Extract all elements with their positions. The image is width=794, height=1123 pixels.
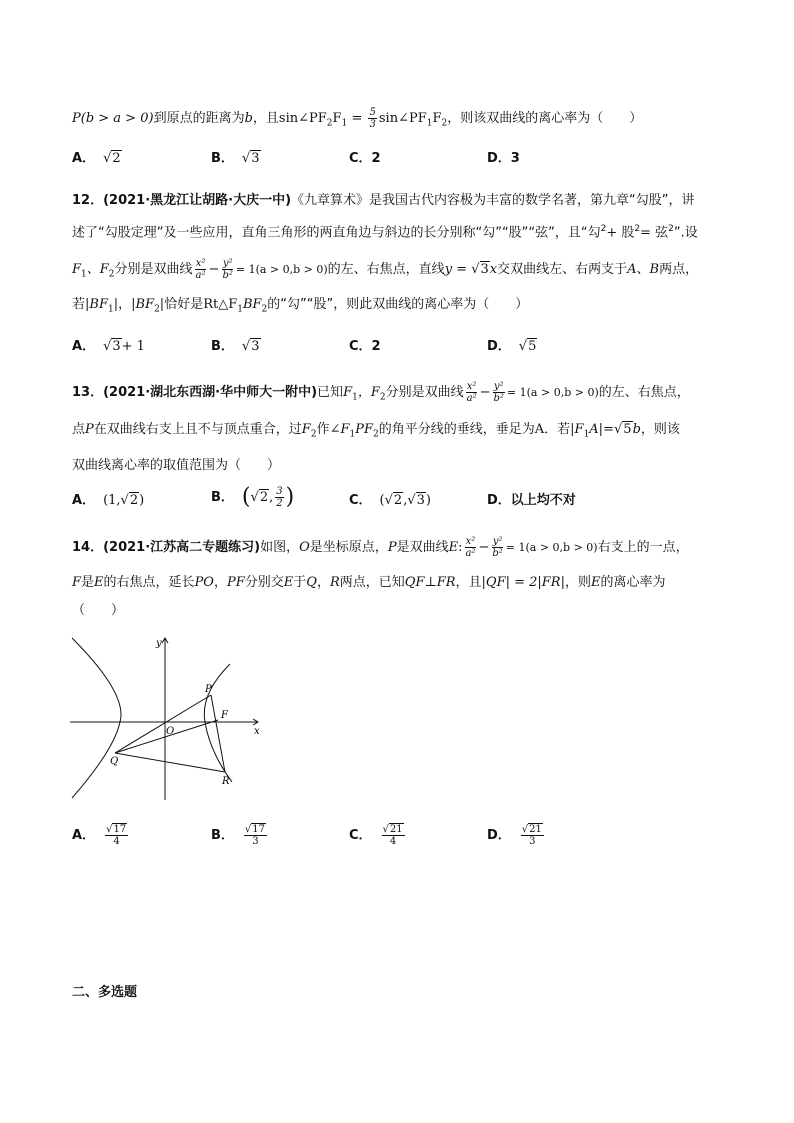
q13-f1a: |F [570, 422, 584, 437]
q14-option-b: B． $\frac{√17}{3}$ [211, 824, 266, 847]
q14-r: R [329, 575, 340, 590]
q12-condition: = 1(a > 0,b > 0) [235, 263, 328, 276]
q13-angle-pf: PF [355, 422, 373, 437]
q14-text-then: ，则 [564, 575, 591, 590]
q14-minus: − [478, 540, 490, 555]
q13-b: b [632, 422, 641, 437]
q14-e: E [448, 540, 459, 555]
q14-text-origin: 是坐标原点， [309, 540, 388, 555]
label-r: R [222, 776, 230, 787]
q11-option-b: B． √3 [211, 151, 260, 166]
q14-text-focus: 的右焦点，延长 [103, 575, 195, 590]
q12-text-2b: + 股 [606, 225, 635, 241]
q12-text-2a: 述了“勾股定理”及一些应用，直角三角形的两直角边与斜边的长分别称“勾”“股”“弦”，且“勾 [72, 225, 601, 241]
q12-frac-y: $\frac{\text{y²}}{\text{b²}}$ [222, 258, 233, 281]
section-heading-multi-choice: 二、多选题 [72, 985, 138, 1000]
q11-ask: ，则该双曲线的离心率为（ ） [447, 111, 643, 126]
q11-point-p: P(b > a > 0) [72, 111, 154, 126]
q12-frac-x: $\frac{\text{x²}}{\text{a²}}$ [195, 258, 206, 281]
q12-bar2: | [159, 297, 165, 312]
q13-frac-y: $\frac{\text{y²}}{\text{b²}}$ [493, 381, 504, 404]
segment-qr [115, 753, 225, 772]
q14-option-d: D． $\frac{√21}{3}$ [487, 824, 542, 847]
q14-line-3: （ ） [72, 603, 125, 618]
q14-pf: PF [226, 575, 245, 590]
q14-line-1 [72, 536, 689, 559]
q11-sin-right-f: F [432, 111, 442, 126]
q11-fraction: $\frac{5}{3}$ [369, 107, 376, 130]
q13-text-point: 点 [72, 422, 86, 437]
q13-text-then: ，则该 [640, 422, 680, 437]
label-q: Q [110, 756, 119, 767]
hyperbola-figure [70, 632, 270, 804]
left-branch [72, 638, 121, 798]
q13-text-right-branch: 在双曲线右支上且不与顶点重合，过 [93, 422, 302, 437]
q13-line-3: 双曲线离心率的取值范围为（ ） [72, 458, 281, 473]
q14-f: F [72, 575, 82, 590]
q11-sin-right: sin∠PF [378, 111, 427, 126]
q14-option-c: C． $\frac{√21}{4}$ [349, 824, 403, 847]
q12-line-4: 若$|BF_1|$，$|BF_2|$恰好是$Rt\triangle F_1BF_2$的“勾”“股”，则此双曲线的离心率为（ ） [72, 297, 529, 315]
label-o: O [166, 726, 175, 737]
q13-condition: = 1(a > 0,b > 0) [506, 386, 599, 399]
q12-minus: − [208, 262, 220, 277]
q11-var-b: b [244, 111, 253, 126]
q12-text-1: 《九章算术》是我国古代内容极为丰富的数学名著，第九章“勾股”，讲 [291, 193, 695, 208]
q11-sin-left: sin∠PF [278, 111, 327, 126]
q14-text-branch: 右支上的一点， [597, 540, 689, 555]
q13-text-bisector: 的角平分线的垂线，垂足为 [378, 422, 535, 437]
q13-point-p: P [85, 422, 94, 437]
label-p: P [205, 684, 212, 695]
q13-text-foci: 的左、右焦点， [598, 385, 690, 400]
q14-text-curve: 是双曲线 [396, 540, 449, 555]
q13-eq: = [603, 422, 614, 437]
q11-sin-left-f: F [332, 111, 342, 126]
q14-text-meet: 分别交 [244, 575, 284, 590]
q14-text-ecc: 的离心率为 [600, 575, 666, 590]
q13-text-curve: 分别是双曲线 [385, 385, 464, 400]
q14-frac-x: $\frac{\text{x²}}{\text{a²}}$ [465, 536, 476, 559]
q13-option-c: C． (√2,√3) [349, 493, 431, 508]
q14-ratio: |QF| = 2|FR| [481, 575, 565, 590]
q12-option-b: B． √3 [211, 339, 260, 354]
segment-pq [115, 695, 211, 753]
q13-a-bar: A| [589, 422, 604, 437]
q13-number: 13． [72, 385, 104, 400]
q12-rt-triangle: Rt△F [203, 297, 238, 312]
q13-point-a: A [534, 422, 545, 437]
q12-text-3d: 的左、右焦点，直线 [327, 262, 445, 277]
q12-line-x: x [489, 262, 498, 277]
q12-text-3e: 交双曲线左、右两支于 [497, 262, 628, 277]
q14-e3: E [283, 575, 294, 590]
q14-o: O [299, 540, 310, 555]
q14-condition: = 1(a > 0,b > 0) [505, 541, 598, 554]
q13-text-if: ．若 [544, 422, 571, 437]
q11-continuation-line: P(b > a > 0)到原点的距离为b，且$\sin\angle PF_2F_1$ = $\frac{5}{3}$ $\sin\angle PF_1F_2$，则该双曲线的离心率为（ ） [72, 107, 643, 130]
q13-option-d: D．以上均不对 [487, 493, 576, 508]
q14-option-a: A． $\frac{√17}{4}$ [72, 824, 127, 847]
q12-comma: ， [118, 297, 132, 312]
q12-bar1: | [113, 297, 119, 312]
q12-point-b: B [649, 262, 660, 277]
q14-po: PO [194, 575, 214, 590]
q11-text-and: ，且 [252, 111, 279, 126]
q12-text-exactly: 恰好是 [164, 297, 204, 312]
q12-option-c: C．2 [349, 339, 381, 354]
q12-source: (2021·黑龙江让胡路·大庆一中) [103, 193, 292, 208]
q11-option-d: D．3 [487, 151, 520, 166]
q12-point-a: A [627, 262, 637, 277]
q14-colon: : [458, 540, 463, 555]
q13-option-a: A． (1,√2) [72, 493, 145, 508]
q14-text-and: ，且 [455, 575, 482, 590]
q14-q: Q [306, 575, 317, 590]
q12-text-if: 若 [72, 297, 86, 312]
q13-angle: ∠F [329, 422, 350, 437]
label-x: x [254, 726, 260, 737]
q14-text-known: 两点，已知 [339, 575, 405, 590]
q12-line-2: 述了“勾股定理”及一些应用，直角三角形的两直角边与斜边的长分别称“勾”“股”“弦”，且“勾$^2$+ 股$^2$= 弦$^2$”.设 [72, 224, 698, 241]
q14-line-2 [72, 574, 666, 592]
q12-line-3: $F_1$、$F_2$分别是双曲线 $\frac{\text{x²}}{\text{a²}}$ − $\frac{\text{y²}}{\text{b²}}$ = 1(a > 0,b > 0)的左、右焦点，直线y = √3x交双曲线左、右两支于A、B两点， [72, 258, 699, 281]
q13-f2b: F [301, 422, 311, 437]
q13-f2: ，F [357, 385, 380, 400]
q14-p: P [387, 540, 397, 555]
q12-f2: 、F [86, 262, 109, 277]
q12-text-2d: ”.设 [673, 225, 698, 241]
q12-text-3i: 两点， [659, 262, 699, 277]
q14-text-is: 是 [81, 575, 95, 590]
q12-bf1: |BF [85, 297, 108, 312]
q14-e4: E [590, 575, 601, 590]
q12-f1: F [72, 262, 82, 277]
q13-f1: F [343, 385, 353, 400]
q13-text-make: 作 [316, 422, 330, 437]
q13-source: (2021·湖北东西湖·华中师大一附中) [103, 385, 318, 400]
q14-perp: QF⊥FR [404, 575, 456, 590]
q13-minus: − [479, 385, 491, 400]
q12-text-3c: 分别是双曲线 [114, 262, 193, 277]
label-f: F [221, 710, 228, 721]
q13-line-1: 13．(2021·湖北东西湖·华中师大一附中)已知$F_1$，$F_2$分别是双曲线 $\frac{\text{x²}}{\text{a²}}$ − $\frac{\text{y²}}{\text{b²}}$ = 1(a > 0,b > 0)的左、右焦点， [72, 381, 690, 404]
label-y: y [156, 638, 162, 649]
q13-option-b: B． (√2, $\frac{3}{2}$ ) [211, 484, 295, 510]
q12-bf2b: BF [242, 297, 262, 312]
q14-frac-y: $\frac{\text{y²}}{\text{b²}}$ [492, 536, 503, 559]
q12-text-2c: = 弦 [640, 225, 669, 241]
q14-e2: E [94, 575, 104, 590]
q14-comma2: ， [316, 575, 330, 590]
q11-equals: = [351, 111, 363, 126]
q14-text-fig: 如图， [260, 540, 300, 555]
q12-option-d: D． √5 [487, 339, 537, 354]
q14-comma1: ， [213, 575, 227, 590]
q14-text-at: 于 [293, 575, 307, 590]
q12-line-1 [72, 192, 695, 210]
q13-frac-x: $\frac{\text{x²}}{\text{a²}}$ [466, 381, 477, 404]
q14-number: 14． [72, 540, 104, 555]
q12-ask: 的“勾”“股”，则此双曲线的离心率为（ ） [267, 297, 529, 312]
q12-line-eq: y = [444, 262, 472, 277]
q11-option-a: A． √2 [72, 151, 121, 166]
q11-option-c: C．2 [349, 151, 381, 166]
q12-number: 12． [72, 193, 104, 208]
q13-text-known: 已知 [317, 385, 344, 400]
q12-bf2: |BF [131, 297, 155, 312]
q12-option-a: A． √3+ 1 [72, 339, 145, 354]
q13-line-2: 点P在双曲线右支上且不与顶点重合，过$F_2$作$\angle F_1PF_2$的角平分线的垂线，垂足为A．若$|F_1A|=√5b$，则该 [72, 422, 680, 440]
q12-sep: 、 [636, 262, 650, 277]
q14-source: (2021·江苏高二专题练习) [103, 540, 261, 555]
q11-text-distance: 到原点的距离为 [153, 111, 245, 126]
